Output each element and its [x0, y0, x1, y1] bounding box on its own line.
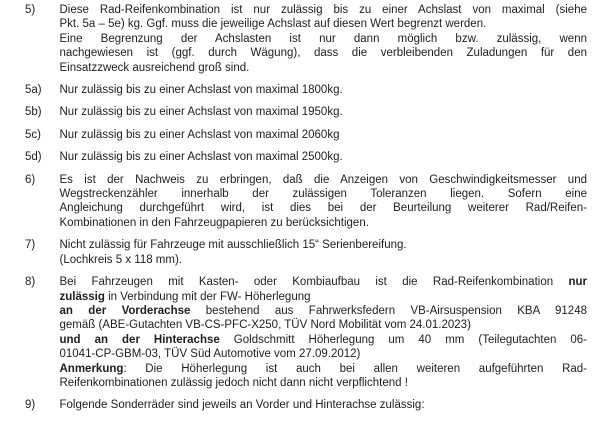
item-text [60, 128, 588, 142]
item-text [60, 83, 588, 97]
bold-text-segment: an der Vorderachse [59, 304, 191, 317]
numbered-list [25, 3, 587, 421]
text-line [60, 3, 588, 17]
text-segment: Nur zulässig bis zu einer Achslast von maximal 2500kg. [59, 151, 343, 164]
item-text [60, 398, 588, 412]
text-line [60, 187, 588, 201]
text-segment: Kombinationen in den Fahrzeugpapieren zu berücksichtigen. [59, 216, 369, 229]
text-line [60, 61, 588, 75]
text-line [60, 318, 588, 332]
list-item-9 [25, 398, 587, 412]
text-line [60, 290, 588, 304]
text-line [60, 17, 588, 31]
text-line [60, 201, 588, 215]
text-segment: : Die Höherlegung ist auch bei allen weiteren aufgeführten Rad- [123, 362, 587, 375]
text-segment: Nicht zulässig für Fahrzeuge mit ausschließlich 15“ Serienbereifung. [59, 239, 407, 252]
text-line [60, 83, 588, 97]
text-line [60, 32, 588, 46]
text-segment: (Lochkreis 5 x 118 mm). [59, 253, 182, 266]
item-number: 8) [25, 276, 36, 289]
item-number: 5d) [25, 151, 42, 164]
text-segment: Goldschmitt Höherlegung um 40 mm (Teilegutachten 06- [219, 333, 587, 346]
text-segment: Reifenkombinationen zulässig jedoch nicht dann nicht verpflichtend ! [59, 376, 408, 389]
text-segment: Folgende Sonderräder sind jeweils an Vorder und Hinterachse zulässig: [59, 399, 425, 412]
text-segment: Nur zulässig bis zu einer Achslast von maximal 2060kg [59, 128, 340, 141]
item-number: 5a) [25, 84, 42, 97]
text-segment: Wegstreckenzähler innerhalb der zulässigen Toleranzen liegen. Sofern eine [59, 188, 587, 201]
text-line [60, 362, 588, 376]
item-text [60, 150, 588, 164]
text-segment: Es ist der Nachweis zu erbringen, daß die Anzeigen von Geschwindigkeitsmesser und [59, 173, 587, 186]
text-line [60, 150, 588, 164]
list-item-5c [25, 128, 587, 142]
item-text [60, 105, 588, 119]
text-line [60, 173, 588, 187]
text-line [60, 216, 588, 230]
text-segment: Pkt. 5a – 5e) kg. Ggf. muss die jeweilige Achslast auf diesen Wert begrenzt werden. [59, 18, 487, 31]
list-item-5 [25, 3, 587, 75]
list-item-8 [25, 275, 587, 390]
item-text [60, 173, 588, 231]
bold-text-segment: Anmerkung [59, 362, 124, 375]
text-segment: in Verbindung mit der FW- Höherlegung [104, 290, 311, 303]
text-segment: 01041-CP-GBM-03, TÜV Süd Automotive vom 27.09.2012) [59, 348, 361, 361]
item-number: 5b) [25, 106, 42, 119]
list-item-5b [25, 105, 587, 119]
item-number: 5) [25, 4, 36, 16]
text-line [60, 105, 588, 119]
text-line [60, 333, 588, 347]
list-item-7 [25, 238, 587, 267]
text-segment: Angleichung durchgeführt wird, ist dies bei der Beurteilung weiterer Rad/Reifen- [59, 202, 587, 215]
text-segment: Eine Begrenzung der Achslasten ist nur dann möglich bzw. zulässig, wenn [59, 32, 587, 45]
text-line [60, 347, 588, 361]
text-segment: bestehend aus Fahrwerksfedern VB-Airsuspension KBA 91248 [190, 304, 587, 317]
text-segment: Einsatzzweck ausreichend groß sind. [59, 61, 250, 74]
bold-text-segment: nur [568, 276, 587, 289]
text-line [60, 238, 588, 252]
list-item-5d [25, 150, 587, 164]
text-line [60, 376, 588, 390]
bold-text-segment: zulässig [59, 290, 105, 303]
text-segment: Bei Fahrzeugen mit Kasten- oder Kombiaufbau ist die Rad-Reifenkombination [59, 276, 569, 289]
text-line [60, 304, 588, 318]
text-segment: Nur zulässig bis zu einer Achslast von maximal 1800kg. [59, 84, 343, 97]
text-segment: Diese Rad-Reifenkombination ist nur zulässig bis zu einer Achslast von maximal (siehe [59, 4, 587, 16]
text-segment: gemäß (ABE-Gutachten VB-CS-PFC-X250, TÜV Nord Mobilität vom 24.01.2023) [59, 319, 471, 332]
item-number: 5c) [25, 128, 41, 141]
text-line [60, 253, 588, 267]
bold-text-segment: und an der Hinterachse [59, 333, 220, 346]
text-line [60, 128, 588, 142]
item-number: 9) [25, 399, 36, 412]
text-segment: nachgewiesen ist (ggf. durch Wägung), dass die verbleibenden Zuladungen für den [59, 47, 587, 60]
item-text [60, 238, 588, 267]
text-line [60, 46, 588, 60]
item-number: 7) [25, 239, 36, 252]
text-line [60, 398, 588, 412]
item-text [60, 3, 588, 75]
list-item-5a [25, 83, 587, 97]
item-text [60, 275, 588, 390]
text-line [60, 275, 588, 289]
list-item-6 [25, 173, 587, 231]
item-number: 6) [25, 173, 36, 186]
text-segment: Nur zulässig bis zu einer Achslast von maximal 1950kg. [59, 106, 343, 119]
